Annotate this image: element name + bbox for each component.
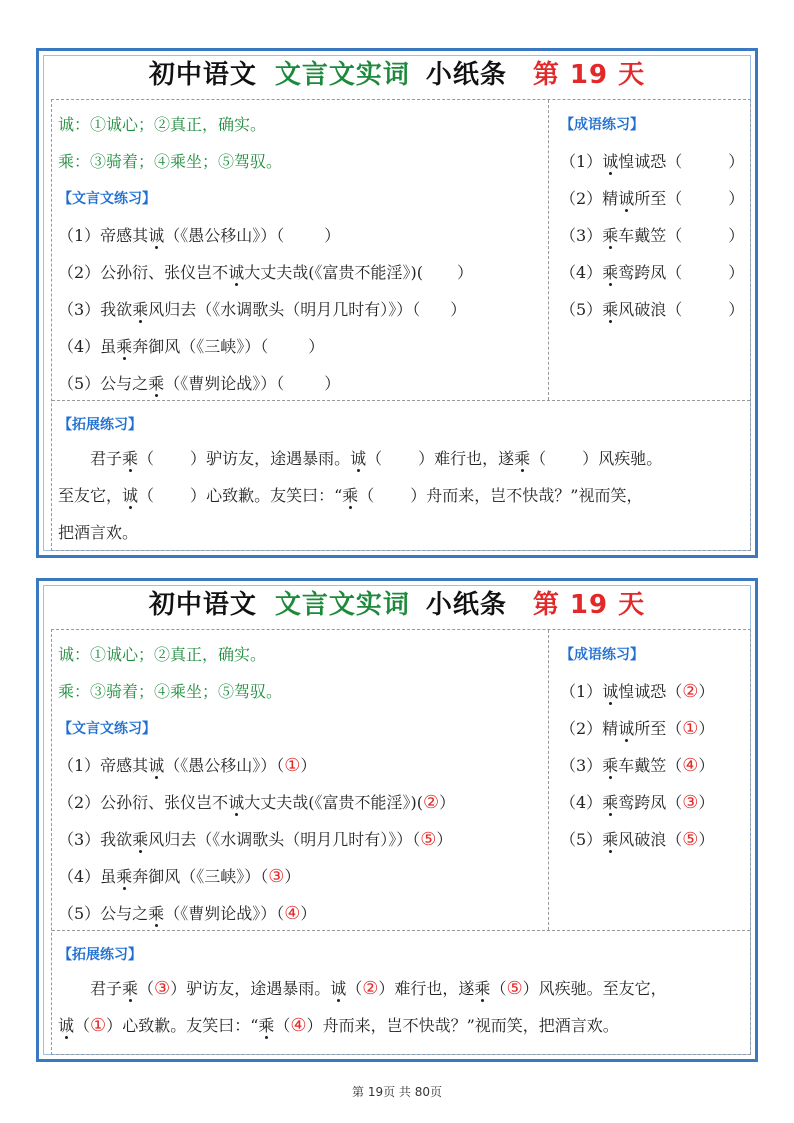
extension-paragraph: 君子乘（③）驴访友，途遇暴雨。诚（②）难行也，遂乘（⑤）风疾驰。至友它， 诚（①）心致歉。友笑曰：“乘（④）舟而来，岂不快哉？”视而笑，把酒言欢。 <box>58 978 667 1036</box>
content-box <box>51 629 751 1055</box>
title-topic: 文言文实词 <box>274 60 410 90</box>
section-idiom-heading: 【成语练习】 <box>560 647 644 663</box>
classical-item: （1）帝感其诚（《愚公移山》）（ ） <box>58 226 341 245</box>
answer-value: ② <box>682 681 699 702</box>
answer-value: ⑤ <box>682 829 699 850</box>
definition-sheng: 乘：③骑着；④乘坐；⑤驾驭。 <box>58 682 283 701</box>
row-divider <box>52 400 750 401</box>
idiom-item: （3）乘车戴笠（④） <box>560 755 715 776</box>
title-topic: 文言文实词 <box>274 590 410 620</box>
worksheet-card-blank <box>36 48 758 558</box>
classical-item: （5）公与之乘（《曹刿论战》）（ ） <box>58 374 341 393</box>
row-divider <box>52 930 750 931</box>
column-divider <box>548 630 549 930</box>
classical-item: （2）公孙衍、张仪岂不诚大丈夫哉(《富贵不能淫》)(②） <box>58 792 456 813</box>
classical-item: （4）虽乘奔御风（《三峡》）（ ） <box>58 337 325 356</box>
idiom-item: （2）精诚所至（①） <box>560 718 715 739</box>
card-title <box>39 587 755 623</box>
classical-item: （4）虽乘奔御风（《三峡》）（③） <box>58 866 301 887</box>
title-day: 第 19 天 <box>532 60 646 90</box>
idiom-item: （3）乘车戴笠（ ） <box>560 226 745 245</box>
title-subject: 初中语文 <box>148 60 257 90</box>
title-note: 小纸条 <box>425 60 507 90</box>
idiom-item: （4）乘鸾跨凤（③） <box>560 792 715 813</box>
worksheet-card-answers <box>36 578 758 1062</box>
section-idiom-heading: 【成语练习】 <box>560 117 644 133</box>
idiom-item: （1）诚惶诚恐（ ） <box>560 152 745 171</box>
answer-value: ⑤ <box>506 978 523 999</box>
idiom-item: （2）精诚所至（ ） <box>560 189 745 208</box>
classical-item: （1）帝感其诚（《愚公移山》）（①） <box>58 755 317 776</box>
definition-sheng: 乘：③骑着；④乘坐；⑤驾驭。 <box>58 152 283 171</box>
classical-item: （3）我欲乘风归去（《水调歌头（明月几时有）》）（ ） <box>58 300 467 319</box>
answer-value: ① <box>284 755 301 776</box>
card-title <box>39 57 755 93</box>
definition-cheng: 诚：①诚心；②真正，确实。 <box>58 645 267 664</box>
title-day: 第 19 天 <box>532 590 646 620</box>
answer-value: ① <box>682 718 699 739</box>
idiom-item: （1）诚惶诚恐（②） <box>560 681 715 702</box>
answer-value: ④ <box>290 1015 307 1036</box>
content-box <box>51 99 751 551</box>
section-classical-heading: 【文言文练习】 <box>58 191 156 207</box>
classical-item: （5）公与之乘（《曹刿论战》）（④） <box>58 903 317 924</box>
definition-cheng: 诚：①诚心；②真正，确实。 <box>58 115 267 134</box>
page-number: 第 19页 共 80页 <box>352 1085 442 1099</box>
answer-value: ③ <box>682 792 699 813</box>
classical-item: （3）我欲乘风归去（《水调歌头（明月几时有）》）（⑤） <box>58 829 453 850</box>
idiom-item: （4）乘鸾跨凤（ ） <box>560 263 745 282</box>
answer-value: ③ <box>154 978 171 999</box>
answer-value: ② <box>422 792 440 813</box>
answer-value: ② <box>362 978 379 999</box>
title-note: 小纸条 <box>425 590 507 620</box>
classical-item: （2）公孙衍、张仪岂不诚大丈夫哉(《富贵不能淫》)( ） <box>58 263 473 282</box>
answer-value: ③ <box>268 866 285 887</box>
idiom-item: （5）乘风破浪（ ） <box>560 300 745 319</box>
section-extension-heading: 【拓展练习】 <box>58 947 142 963</box>
section-classical-heading: 【文言文练习】 <box>58 721 156 737</box>
answer-value: ④ <box>284 903 301 924</box>
answer-value: ④ <box>682 755 699 776</box>
column-divider <box>548 100 549 400</box>
answer-value: ⑤ <box>420 829 437 850</box>
idiom-item: （5）乘风破浪（⑤） <box>560 829 715 850</box>
title-subject: 初中语文 <box>148 590 257 620</box>
section-extension-heading: 【拓展练习】 <box>58 417 142 433</box>
answer-value: ① <box>90 1015 107 1036</box>
extension-paragraph: 君子乘（ ）驴访友，途遇暴雨。诚（ ）难行也，遂乘（ ）风疾驰。 至友它，诚（ ）心致歉。友笑曰：“乘（ ）舟而来，岂不快哉？”视而笑， 把酒言欢。 <box>58 449 663 542</box>
